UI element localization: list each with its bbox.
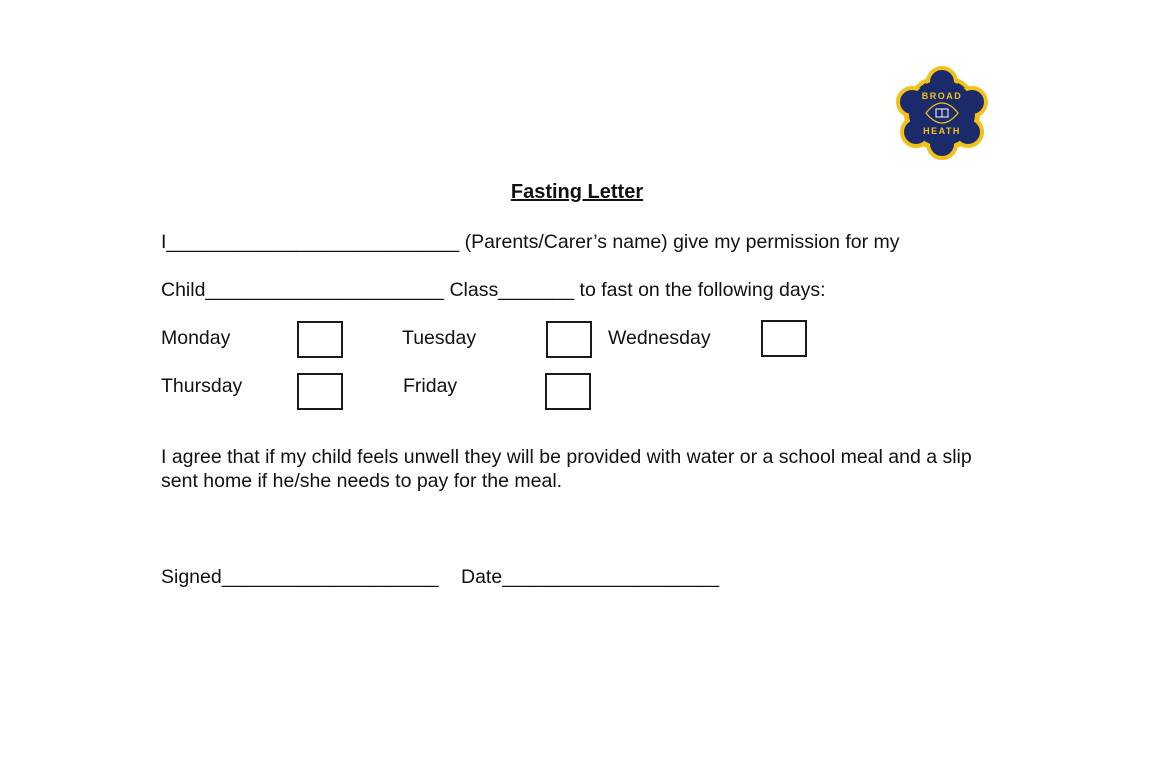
logo-badge (898, 68, 986, 158)
wednesday-checkbox[interactable] (761, 320, 807, 357)
friday-checkbox[interactable] (545, 373, 591, 410)
thursday-checkbox[interactable] (297, 373, 343, 410)
parent-permission-line: I___________________________ (Parents/Carer’s name) give my permission for my (161, 231, 900, 253)
logo-text-top: BROAD (921, 91, 963, 101)
day-label-friday: Friday (403, 375, 458, 397)
signed-field[interactable]: Signed____________________ (161, 566, 439, 588)
child-class-line: Child______________________ Class_______ to fast on the following days: (161, 279, 826, 301)
logo-text-bottom: HEATH (923, 126, 961, 136)
date-field[interactable]: Date____________________ (461, 566, 720, 588)
letter-title: Fasting Letter (510, 181, 644, 203)
tuesday-checkbox[interactable] (546, 321, 592, 358)
day-label-monday: Monday (161, 327, 231, 349)
school-logo (892, 66, 992, 160)
day-label-wednesday: Wednesday (608, 327, 711, 349)
day-label-tuesday: Tuesday (402, 327, 477, 349)
day-label-thursday: Thursday (161, 375, 243, 397)
agreement-paragraph: I agree that if my child feels unwell they will be provided with water or a school meal and a slip sent home if he/she needs to pay for the meal. (161, 446, 972, 492)
monday-checkbox[interactable] (297, 321, 343, 358)
